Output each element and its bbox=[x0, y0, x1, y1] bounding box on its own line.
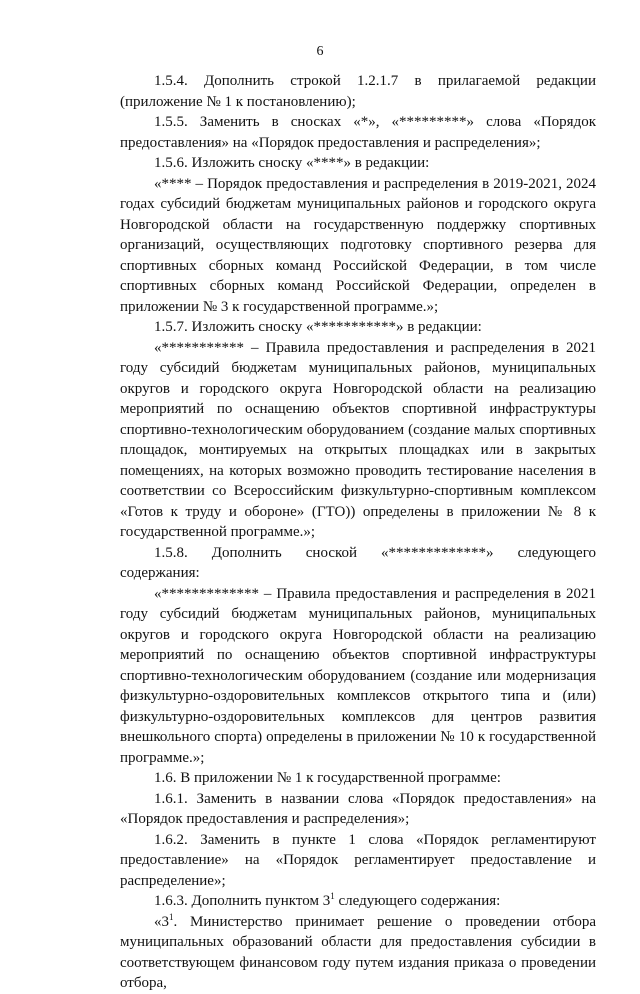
paragraph-1-5-6: 1.5.6. Изложить сноску «****» в редакции: bbox=[154, 155, 430, 171]
document-body bbox=[120, 71, 596, 994]
paragraph-1-6: 1.6. В приложении № 1 к государственной программе: bbox=[154, 770, 501, 786]
footnote-13-text: «************* – Правила предоставления и распределения в 2021 году субсидий бюджетам муниципальных районов, муниципальных округов и городского округа Новгородской области на реализацию мероприятий по оснащению объектов спортивной инфраструктуры спортивно-технологическим оборудованием (создание или модернизация физкультурно-оздоровительных комплексов открытого типа и (или) физкультурно-оздоровительных комплексов для центров развития внешкольного спорта) определены в приложении № 10 к государственной программе.»; bbox=[120, 585, 596, 766]
footnote-4-text: «**** – Порядок предоставления и распределения в 2019-2021, 2024 годах субсидий бюджетам муниципальных районов и городского округа Новгородской области на государственную поддержку спортивных организаций, осуществляющих подготовку спортивного резерва для спортивных сборных команд Российской Федерации, в том числе спортивных сборных команд Российской Федерации, определен в приложении № 3 к государственной программе.»; bbox=[120, 175, 596, 315]
paragraph-3-1-text: . Министерство принимает решение о проведении отбора муниципальных образований области для предоставления субсидии в соответствующем финансовом году путем издания приказа о проведении отбора, bbox=[120, 913, 596, 991]
paragraph-1-5-8: 1.5.8. Дополнить сноской «*************» следующего содержания: bbox=[120, 544, 596, 581]
paragraph-3-1 bbox=[120, 912, 596, 994]
paragraph-1-6-2: 1.6.2. Заменить в пункте 1 слова «Порядок регламентируют предоставление» на «Порядок регламентирует предоставление и распределение»; bbox=[120, 831, 596, 889]
page-number: 6 bbox=[316, 44, 324, 59]
superscript-marker: 1 bbox=[330, 891, 335, 901]
superscript-marker: 1 bbox=[169, 911, 174, 922]
paragraph-1-6-1: 1.6.1. Заменить в названии слова «Порядок предоставления» на «Порядок предоставления и распределения»; bbox=[120, 790, 596, 827]
paragraph-1-6-3-tail: следующего содержания: bbox=[334, 893, 501, 909]
paragraph-3-1-open: «3 bbox=[154, 913, 169, 930]
paragraph-1-5-7: 1.5.7. Изложить сноску «***********» в редакции: bbox=[154, 319, 482, 335]
paragraph-1-5-5: 1.5.5. Заменить в сносках «*», «*********» слова «Порядок предоставления» на «Порядок предоставления и распределения»; bbox=[120, 114, 596, 151]
paragraph-1-6-3-text: 1.6.3. Дополнить пунктом 3 bbox=[154, 893, 331, 909]
paragraph-1-5-4: 1.5.4. Дополнить строкой 1.2.1.7 в прилагаемой редакции (приложение № 1 к постановлению); bbox=[120, 73, 596, 110]
footnote-11-text: «*********** – Правила предоставления и распределения в 2021 году субсидий бюджетам муниципальных районов, муниципальных округов и городского округа Новгородской области на реализацию мероприятий по оснащению объектов спортивной инфраструктуры спортивно-технологическим оборудованием (создание малых спортивных площадок, монтируемых на открытых площадках или в закрытых помещениях, на которых возможно проводить тестирование населения в соответствии со Всероссийским физкультурно-спортивным комплексом «Готов к труду и обороне» (ГТО)) определены в приложении № 8 к государственной программе.»; bbox=[120, 339, 596, 540]
paragraph-1-6-3 bbox=[120, 891, 596, 912]
